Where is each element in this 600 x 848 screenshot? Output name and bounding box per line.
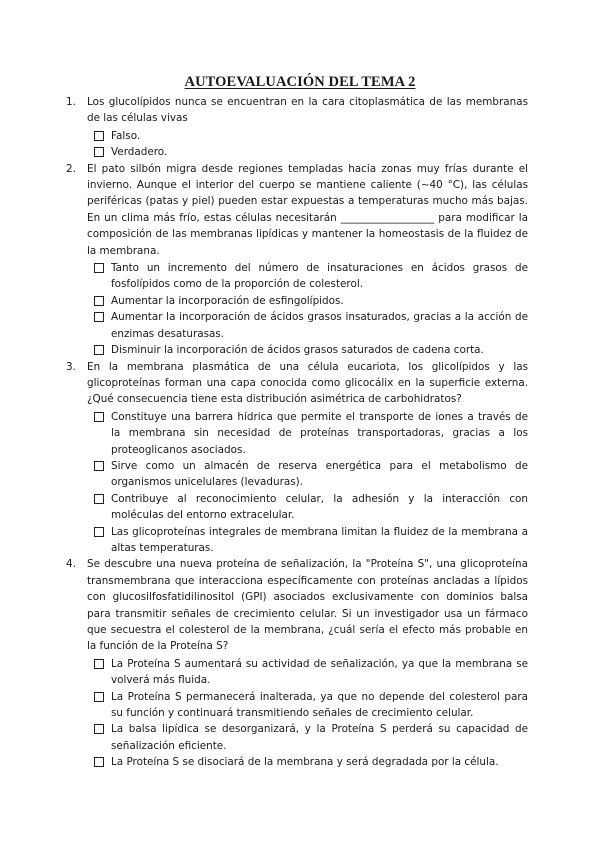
question-number: 1. [66,96,76,108]
checkbox-icon[interactable] [94,296,104,306]
checkbox-icon[interactable] [94,412,104,422]
checkbox-icon[interactable] [94,692,104,702]
option-label: La Proteína S se disociará de la membrana y será degradada por la célula. [111,756,499,769]
question-text: Los glucolípidos nunca se encuentran en la cara citoplasmática de las membranas de las células vivas [87,96,528,125]
option-label: Disminuir la incorporación de ácidos grasos saturados de cadena corta. [111,344,484,357]
option-item[interactable] [91,293,528,309]
option-list [87,260,528,358]
option-item[interactable] [91,309,528,342]
question-number: 2. [66,162,76,175]
checkbox-icon[interactable] [94,345,104,355]
option-item[interactable] [91,721,528,754]
checkbox-icon[interactable] [94,312,104,322]
option-label: La Proteína S aumentará su actividad de señalización, ya que la membrana se volverá más fluida. [111,657,528,687]
option-label: La balsa lipídica se desorganizará, y la Proteína S perderá su capacidad de señalización eficiente. [111,723,528,752]
checkbox-icon[interactable] [94,461,104,471]
option-item[interactable] [91,458,528,491]
option-item[interactable] [91,144,528,160]
question-text: El pato silbón migra desde regiones templadas hacia zonas muy frías durante el invierno. Aunque el interior del cuerpo se mantiene caliente (~40 °C), las células periféricas (patas y piel) pueden estar expuestas a temperaturas mucho más bajas. En un clima más frío, estas células necesitarán __________________ para modificar la composición de las membranas lipídicas y mantener la homeostasis de la fluidez de la membrana. [87,162,528,257]
option-item[interactable] [91,409,528,458]
checkbox-icon[interactable] [94,527,104,537]
checkbox-icon[interactable] [94,757,104,767]
checkbox-icon[interactable] [94,659,104,669]
question-4 [66,556,528,770]
option-item[interactable] [91,656,528,689]
option-list [87,409,528,557]
option-item[interactable] [91,754,528,770]
checkbox-icon[interactable] [94,494,104,504]
option-label: Sirve como un almacén de reserva energética para el metabolismo de organismos unicelulares (levaduras). [111,459,528,489]
option-label: Verdadero. [111,146,168,159]
question-number: 3. [66,360,76,373]
checkbox-icon[interactable] [94,131,104,141]
option-list [87,128,528,161]
option-label: Aumentar la incorporación de ácidos grasos insaturados, gracias a la acción de enzimas desaturasas. [111,311,528,340]
option-label: Falso. [111,129,141,142]
option-item[interactable] [91,128,528,144]
option-item[interactable] [91,491,528,524]
question-1 [66,94,528,161]
option-item[interactable] [91,342,528,358]
question-text: En la membrana plasmática de una célula eucariota, los glicolípidos y las glicoproteínas forman una capa conocida como glicocálix en la superficie externa. ¿Qué consecuencia tiene esta distribución asimétrica de carbohidratos? [87,360,528,406]
option-item[interactable] [91,689,528,722]
question-3 [66,359,528,557]
question-2 [66,161,528,359]
option-item[interactable] [91,260,528,293]
question-list [66,94,528,771]
option-label: Constituye una barrera hídrica que permite el transporte de iones a través de la membrana sin necesidad de proteínas transportadoras, gracias a los proteoglicanos asociados. [111,410,528,456]
option-label: Tanto un incremento del número de insaturaciones en ácidos grasos de fosfolípidos como de la proporción de colesterol. [111,262,528,291]
checkbox-icon[interactable] [94,263,104,273]
option-label: Contribuye al reconocimiento celular, la adhesión y la interacción con moléculas del entorno extracelular. [111,492,528,522]
option-list [87,656,528,771]
page-title: AUTOEVALUACIÓN DEL TEMA 2 [184,74,416,90]
option-label: Las glicoproteínas integrales de membrana limitan la fluidez de la membrana a altas temperaturas. [111,525,528,554]
option-item[interactable] [91,524,528,557]
question-number: 4. [66,558,76,571]
question-text: Se descubre una nueva proteína de señalización, la "Proteína S", una glicoproteína transmembrana que interacciona específicamente con proteínas ancladas a lípidos con glucosilfosfatidilinositol (GPI) asociados exclusivamente con dominios balsa para transmitir señales de crecimiento celular. Si un investigador usa un fármaco que secuestra el colesterol de la membrana, ¿cuál sería el efecto más probable en la función de la Proteína S? [87,558,528,653]
checkbox-icon[interactable] [94,724,104,734]
option-label: Aumentar la incorporación de esfingolípidos. [111,294,344,307]
checkbox-icon[interactable] [94,147,104,157]
option-label: La Proteína S permanecerá inalterada, ya que no depende del colesterol para su función y continuará transmitiendo señales de crecimiento celular. [111,690,528,720]
